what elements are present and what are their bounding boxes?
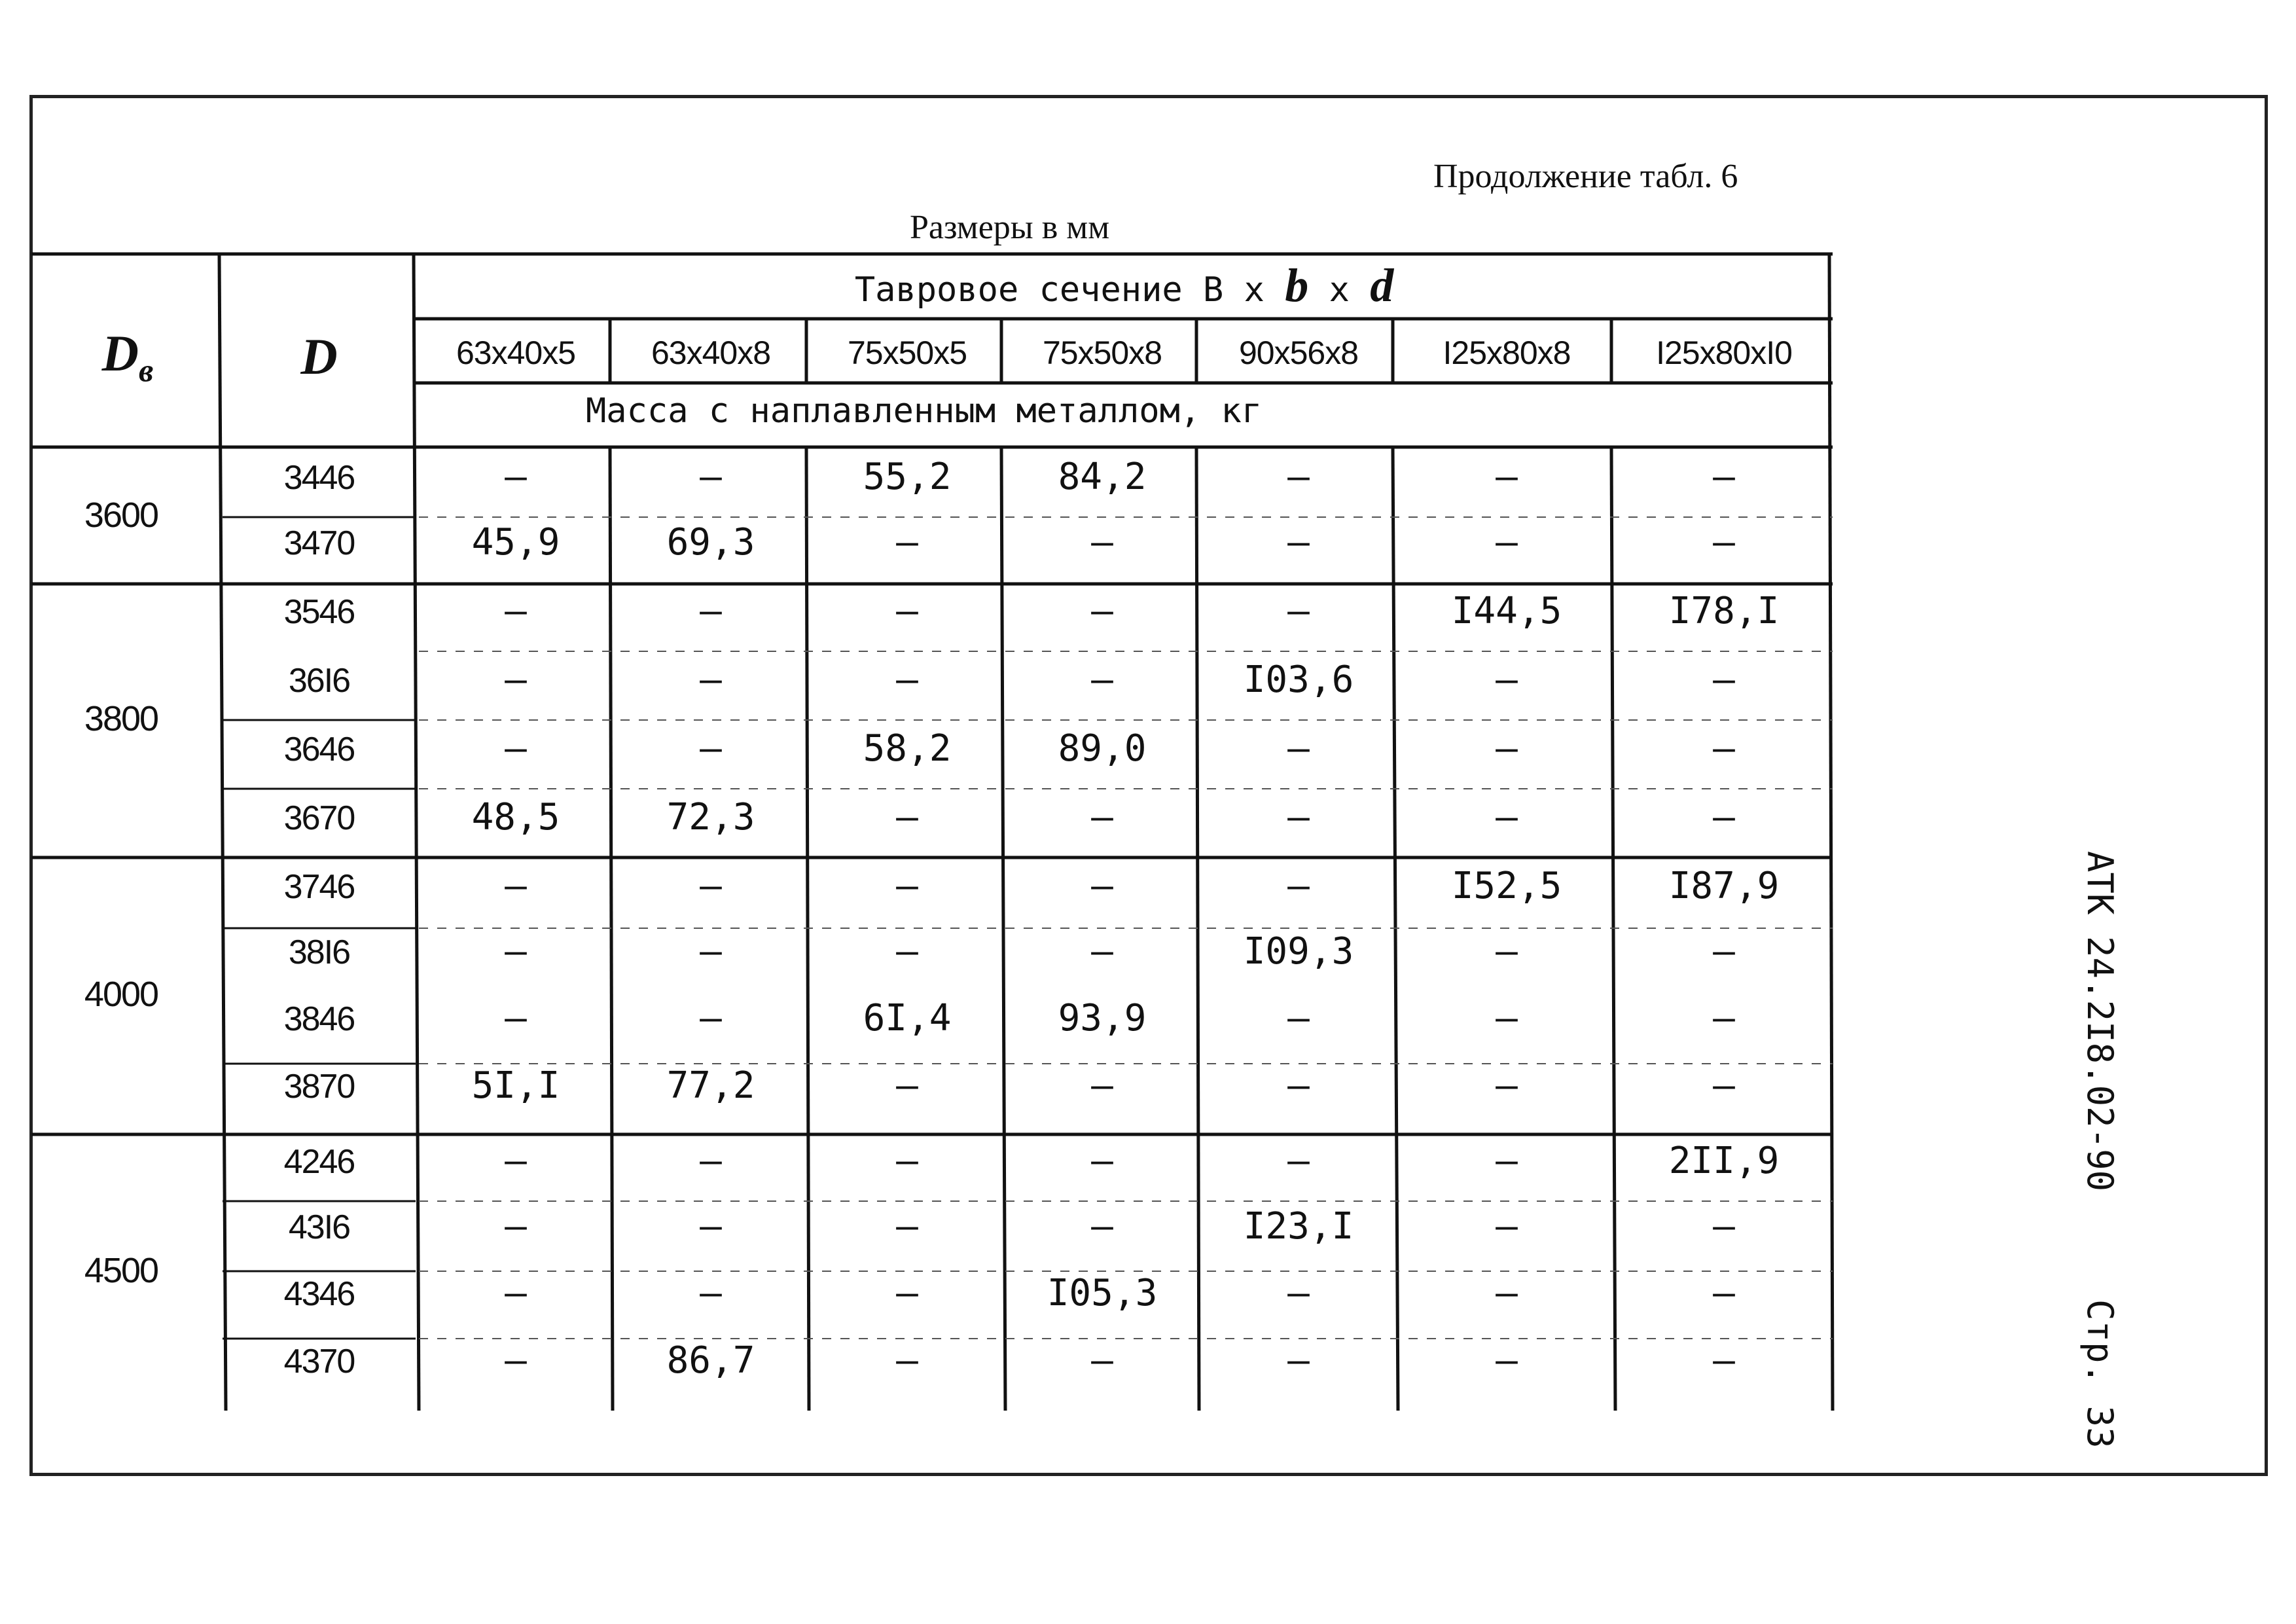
mass-cell: – bbox=[1287, 796, 1310, 839]
column-header: I25x80xI0 bbox=[1656, 334, 1792, 371]
mass-cell: I44,5 bbox=[1451, 590, 1562, 632]
mass-cell: I09,3 bbox=[1243, 930, 1354, 973]
mass-cell: 69,3 bbox=[666, 521, 755, 564]
mass-cell: – bbox=[1713, 930, 1735, 973]
header-d: D bbox=[300, 328, 338, 385]
mass-cell: 84,2 bbox=[1058, 456, 1147, 498]
mass-cell: – bbox=[1091, 1205, 1113, 1248]
mass-cell: – bbox=[700, 1140, 722, 1182]
mass-cell: I05,3 bbox=[1047, 1272, 1158, 1314]
d-value: 4346 bbox=[283, 1275, 355, 1313]
mass-cell: – bbox=[1496, 456, 1518, 498]
mass-cell: – bbox=[505, 590, 527, 632]
mass-cell: – bbox=[1496, 521, 1518, 564]
d-value: 3646 bbox=[283, 731, 355, 768]
mass-cell: – bbox=[505, 1339, 527, 1382]
mass-cell: – bbox=[896, 659, 918, 701]
mass-cell: – bbox=[1091, 659, 1113, 701]
column-header: I25x80x8 bbox=[1443, 334, 1571, 371]
mass-cell: – bbox=[505, 930, 527, 973]
mass-cell: – bbox=[1713, 1272, 1735, 1314]
mass-cell: I87,9 bbox=[1668, 865, 1780, 907]
mass-cell: – bbox=[1287, 1272, 1310, 1314]
mass-cell: – bbox=[1713, 456, 1735, 498]
d-value: 3470 bbox=[283, 524, 355, 562]
mass-cell: – bbox=[1713, 997, 1735, 1039]
mass-cell: – bbox=[1496, 1205, 1518, 1248]
mass-cell: – bbox=[1496, 727, 1518, 770]
mass-cell: – bbox=[700, 1272, 722, 1314]
mass-cell: – bbox=[505, 1140, 527, 1182]
column-header: 63x40x8 bbox=[651, 334, 771, 371]
mass-cell: – bbox=[1496, 930, 1518, 973]
mass-cell: 45,9 bbox=[471, 521, 560, 564]
mass-cell: – bbox=[896, 521, 918, 564]
mass-cell: 77,2 bbox=[666, 1064, 755, 1107]
mass-cell: – bbox=[1496, 1339, 1518, 1382]
document-code: АТК 24.2I8.02-90 bbox=[2079, 851, 2121, 1192]
mass-cell: – bbox=[896, 1140, 918, 1182]
mass-cell: – bbox=[505, 1205, 527, 1248]
mass-cell: – bbox=[700, 930, 722, 973]
column-header: 75x50x8 bbox=[1042, 334, 1162, 371]
mass-cell: – bbox=[1496, 1064, 1518, 1107]
mass-cell: – bbox=[1496, 997, 1518, 1039]
mass-cell: – bbox=[700, 456, 722, 498]
mass-cell: – bbox=[896, 865, 918, 907]
mass-cell: – bbox=[1287, 727, 1310, 770]
mass-cell: – bbox=[505, 1272, 527, 1314]
mass-cell: – bbox=[1713, 521, 1735, 564]
mass-cell: – bbox=[1091, 796, 1113, 839]
mass-cell: – bbox=[700, 997, 722, 1039]
mass-cell: – bbox=[1713, 1339, 1735, 1382]
mass-cell: – bbox=[1496, 1140, 1518, 1182]
mass-cell: – bbox=[896, 1272, 918, 1314]
mass-cell: I03,6 bbox=[1243, 659, 1354, 701]
mass-cell: – bbox=[896, 1205, 918, 1248]
page-number: Стр. 33 bbox=[2079, 1299, 2121, 1449]
d-value: 36I6 bbox=[288, 662, 350, 700]
mass-cell: 48,5 bbox=[471, 796, 560, 839]
mass-cell: 89,0 bbox=[1058, 727, 1147, 770]
d-value: 3746 bbox=[283, 868, 355, 906]
mass-cell: I23,I bbox=[1243, 1205, 1354, 1248]
mass-cell: – bbox=[896, 1064, 918, 1107]
mass-cell: – bbox=[700, 1205, 722, 1248]
mass-cell: – bbox=[1287, 1140, 1310, 1182]
mass-cell: – bbox=[1091, 1140, 1113, 1182]
mass-label: Масса с наплавленным металлом, кг bbox=[586, 391, 1263, 431]
mass-cell: 93,9 bbox=[1058, 997, 1147, 1039]
mass-cell: 86,7 bbox=[666, 1339, 755, 1382]
column-header: 75x50x5 bbox=[847, 334, 967, 371]
mass-cell: – bbox=[1091, 1339, 1113, 1382]
mass-cell: – bbox=[1287, 1064, 1310, 1107]
mass-cell: – bbox=[896, 796, 918, 839]
sizes-note: Размеры в мм bbox=[910, 209, 1110, 246]
mass-cell: – bbox=[1713, 1205, 1735, 1248]
column-header: 63x40x5 bbox=[456, 334, 576, 371]
d-value: 3846 bbox=[283, 1000, 355, 1038]
mass-cell: – bbox=[1091, 930, 1113, 973]
mass-cell: – bbox=[896, 930, 918, 973]
mass-cell: – bbox=[1287, 590, 1310, 632]
column-header: 90x56x8 bbox=[1238, 334, 1359, 371]
d-value: 3546 bbox=[283, 593, 355, 631]
mass-cell: – bbox=[1287, 521, 1310, 564]
mass-cell: – bbox=[1091, 521, 1113, 564]
mass-cell: – bbox=[1091, 590, 1113, 632]
mass-cell: – bbox=[1091, 865, 1113, 907]
dg-value: 3800 bbox=[84, 699, 158, 738]
mass-cell: – bbox=[1287, 456, 1310, 498]
mass-cell: 2II,9 bbox=[1668, 1140, 1780, 1182]
dg-value: 3600 bbox=[84, 496, 158, 535]
mass-cell: 55,2 bbox=[863, 456, 952, 498]
mass-cell: – bbox=[1496, 659, 1518, 701]
mass-cell: – bbox=[1287, 865, 1310, 907]
dg-value: 4500 bbox=[84, 1251, 158, 1290]
d-value: 3446 bbox=[283, 459, 355, 497]
d-value: 4370 bbox=[283, 1343, 355, 1380]
mass-cell: – bbox=[700, 727, 722, 770]
mass-cell: – bbox=[1287, 997, 1310, 1039]
mass-cell: 5I,I bbox=[471, 1064, 560, 1107]
header-dg: $D_в$ bbox=[101, 325, 154, 389]
mass-cell: – bbox=[505, 659, 527, 701]
mass-cell: – bbox=[505, 865, 527, 907]
mass-cell: – bbox=[505, 727, 527, 770]
mass-cell: 58,2 bbox=[863, 727, 952, 770]
mass-cell: – bbox=[505, 456, 527, 498]
mass-cell: – bbox=[505, 997, 527, 1039]
table-continuation-note: Продолжение табл. 6 bbox=[1433, 158, 1738, 195]
mass-cell: I78,I bbox=[1668, 590, 1780, 632]
mass-cell: – bbox=[700, 590, 722, 632]
d-value: 3870 bbox=[283, 1068, 355, 1106]
mass-cell: – bbox=[1496, 1272, 1518, 1314]
mass-cell: 72,3 bbox=[666, 796, 755, 839]
mass-cell: 6I,4 bbox=[863, 997, 952, 1039]
mass-cell: – bbox=[896, 590, 918, 632]
mass-cell: – bbox=[1713, 1064, 1735, 1107]
mass-cell: – bbox=[896, 1339, 918, 1382]
dg-value: 4000 bbox=[84, 974, 158, 1014]
mass-cell: – bbox=[1713, 796, 1735, 839]
mass-cell: – bbox=[1287, 1339, 1310, 1382]
mass-cell: – bbox=[1091, 1064, 1113, 1107]
mass-cell: – bbox=[1713, 727, 1735, 770]
d-value: 43I6 bbox=[288, 1208, 350, 1246]
mass-cell: – bbox=[1713, 659, 1735, 701]
mass-cell: – bbox=[1496, 796, 1518, 839]
d-value: 3670 bbox=[283, 799, 355, 837]
mass-cell: I52,5 bbox=[1451, 865, 1562, 907]
d-value: 38I6 bbox=[288, 933, 350, 971]
mass-cell: – bbox=[700, 865, 722, 907]
d-value: 4246 bbox=[283, 1143, 355, 1181]
mass-cell: – bbox=[700, 659, 722, 701]
section-title: Тавровое сечение B x b x d bbox=[854, 259, 1394, 312]
